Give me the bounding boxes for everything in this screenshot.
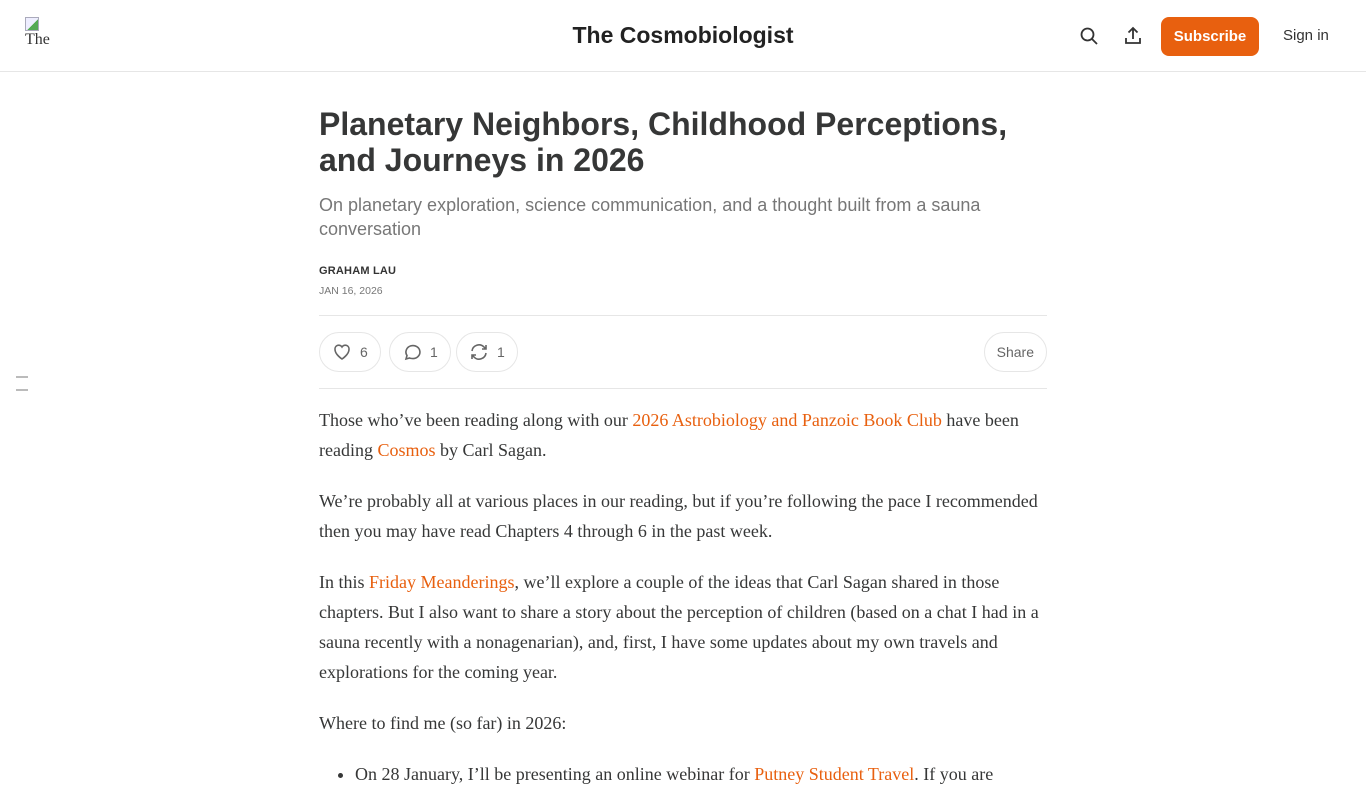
like-button[interactable]: [319, 332, 381, 372]
text: Those who’ve been reading along with our: [319, 410, 633, 430]
restack-button[interactable]: [456, 332, 518, 372]
text: . If you are: [914, 764, 994, 784]
subscribe-button[interactable]: Subscribe: [1161, 17, 1259, 56]
list-item: [355, 759, 1047, 789]
heart-icon: [332, 342, 352, 362]
post-author[interactable]: GRAHAM LAU: [319, 265, 397, 277]
restack-count: 1: [497, 344, 505, 360]
top-bar: [0, 0, 1366, 72]
like-count: 6: [360, 344, 368, 360]
share-label: Share: [996, 344, 1034, 360]
search-icon[interactable]: [1079, 26, 1099, 46]
putney-link[interactable]: Putney Student Travel: [754, 764, 915, 784]
post-body: [319, 405, 1047, 789]
paragraph: [319, 405, 1047, 465]
logo-alt-text: The: [25, 31, 50, 48]
comment-button[interactable]: [389, 332, 451, 372]
friday-meanderings-link[interactable]: Friday Meanderings: [369, 572, 515, 592]
cosmos-link[interactable]: Cosmos: [377, 440, 436, 460]
share-upload-icon[interactable]: [1123, 26, 1143, 46]
text: , we’ll explore a couple of the ideas that Carl Sagan shared in those chapters. But I also want to share a story about the perception of children (based on a chat I had in a sauna recently with a nonagenarian), and, first, I have some updates about my own travels and explorations for the coming year.: [319, 572, 1039, 682]
restack-icon: [469, 342, 489, 362]
table-of-contents-toggle[interactable]: [16, 376, 28, 402]
share-button[interactable]: [984, 332, 1047, 372]
post: [319, 106, 1047, 789]
post-title: Planetary Neighbors, Childhood Perceptions, and Journeys in 2026: [319, 106, 1008, 178]
paragraph: [319, 567, 1047, 687]
text: by Carl Sagan.: [435, 440, 547, 460]
sign-in-button[interactable]: Sign in: [1283, 27, 1329, 44]
paragraph: We’re probably all at various places in our reading, but if you’re following the pace I recommended then you may have read Chapters 4 through 6 in the past week.: [319, 491, 1038, 541]
text: In this: [319, 572, 370, 592]
text: On 28 January, I’ll be presenting an online webinar for: [355, 764, 755, 784]
paragraph: Where to find me (so far) in 2026:: [319, 713, 567, 733]
text: have been reading: [319, 410, 1019, 460]
post-date: JAN 16, 2026: [319, 285, 383, 297]
post-actions-bar: [319, 315, 1047, 389]
post-subtitle: On planetary exploration, science communication, and a thought built from a sauna conversation: [319, 195, 981, 239]
book-club-link[interactable]: 2026 Astrobiology and Panzoic Book Club: [632, 410, 942, 430]
list: [319, 759, 1047, 789]
publication-title-text[interactable]: The Cosmobiologist: [572, 22, 794, 48]
comment-count: 1: [430, 344, 438, 360]
comment-icon: [402, 342, 422, 362]
